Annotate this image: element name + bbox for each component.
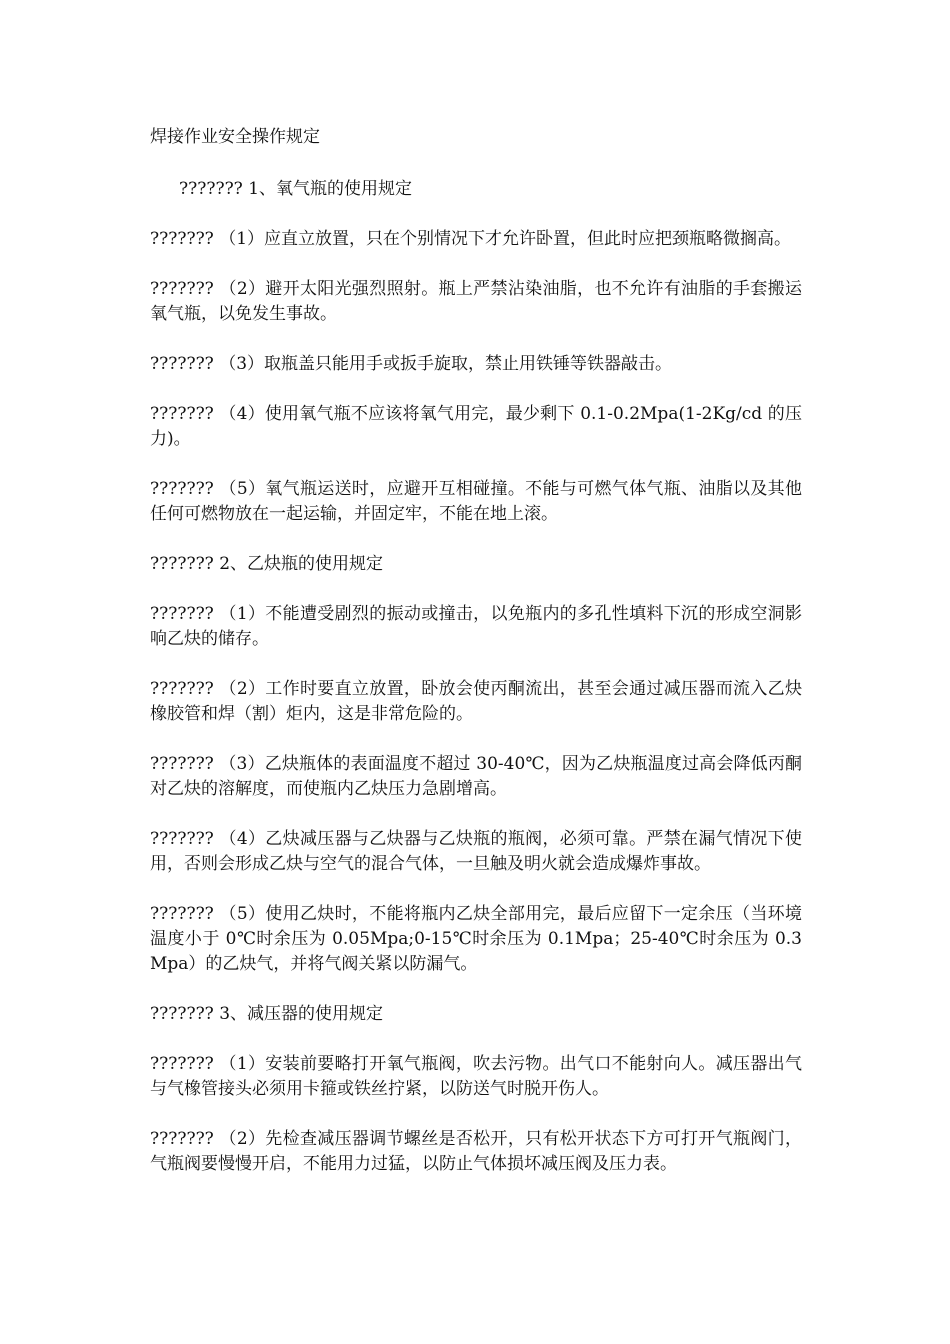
section-heading-regulator: ??????? 3、减压器的使用规定: [150, 1004, 384, 1024]
section-heading-acetylene: ??????? 2、乙炔瓶的使用规定: [150, 554, 384, 574]
paragraph: ??????? （2）避开太阳光强烈照射。瓶上严禁沾染油脂，也不允许有油脂的手套搬运氧气瓶，以免发生事故。: [150, 279, 802, 324]
paragraph: ??????? （4）乙炔减压器与乙炔器与乙炔瓶的瓶阀，必须可靠。严禁在漏气情况下使用，否则会形成乙炔与空气的混合气体，一旦触及明火就会造成爆炸事故。: [150, 829, 802, 874]
paragraph: ??????? （5）使用乙炔时，不能将瓶内乙炔全部用完，最后应留下一定余压（当环境温度小于 0℃时余压为 0.05Mpa;0-15℃时余压为 0.1Mpa；25-40℃时余压为 0.3Mpa）的乙炔气，并将气阀关紧以防漏气。: [150, 904, 802, 974]
paragraph: ??????? （2）先检查减压器调节螺丝是否松开，只有松开状态下方可打开气瓶阀门，气瓶阀要慢慢开启，不能用力过猛，以防止气体损坏减压阀及压力表。: [150, 1129, 802, 1174]
paragraph: ??????? （3）取瓶盖只能用手或扳手旋取，禁止用铁锤等铁器敲击。: [150, 354, 673, 374]
paragraph: ??????? （1）安装前要略打开氧气瓶阀，吹去污物。出气口不能射向人。减压器出气与气橡管接头必须用卡箍或铁丝拧紧，以防送气时脱开伤人。: [150, 1054, 802, 1099]
paragraph: ??????? （1）不能遭受剧烈的振动或撞击，以免瓶内的多孔性填料下沉的形成空洞影响乙炔的储存。: [150, 604, 802, 649]
document-title: 焊接作业安全操作规定: [150, 127, 320, 147]
document-body: [150, 125, 802, 1202]
paragraph: ??????? （1）应直立放置，只在个别情况下才允许卧置，但此时应把颈瓶略微搁高。: [150, 229, 792, 249]
paragraph: ??????? （5）氧气瓶运送时，应避开互相碰撞。不能与可燃气体气瓶、油脂以及其他任何可燃物放在一起运输，并固定牢，不能在地上滚。: [150, 479, 802, 524]
paragraph: ??????? （2）工作时要直立放置，卧放会使丙酮流出，甚至会通过减压器而流入乙炔橡胶管和焊（割）炬内，这是非常危险的。: [150, 679, 802, 724]
section-heading-oxygen: ??????? 1、氧气瓶的使用规定: [179, 179, 413, 199]
paragraph: ??????? （3）乙炔瓶体的表面温度不超过 30-40℃，因为乙炔瓶温度过高会降低丙酮对乙炔的溶解度，而使瓶内乙炔压力急剧增高。: [150, 754, 802, 799]
paragraph: ??????? （4）使用氧气瓶不应该将氧气用完，最少剩下 0.1-0.2Mpa(1-2Kg/cd 的压力)。: [150, 404, 802, 449]
